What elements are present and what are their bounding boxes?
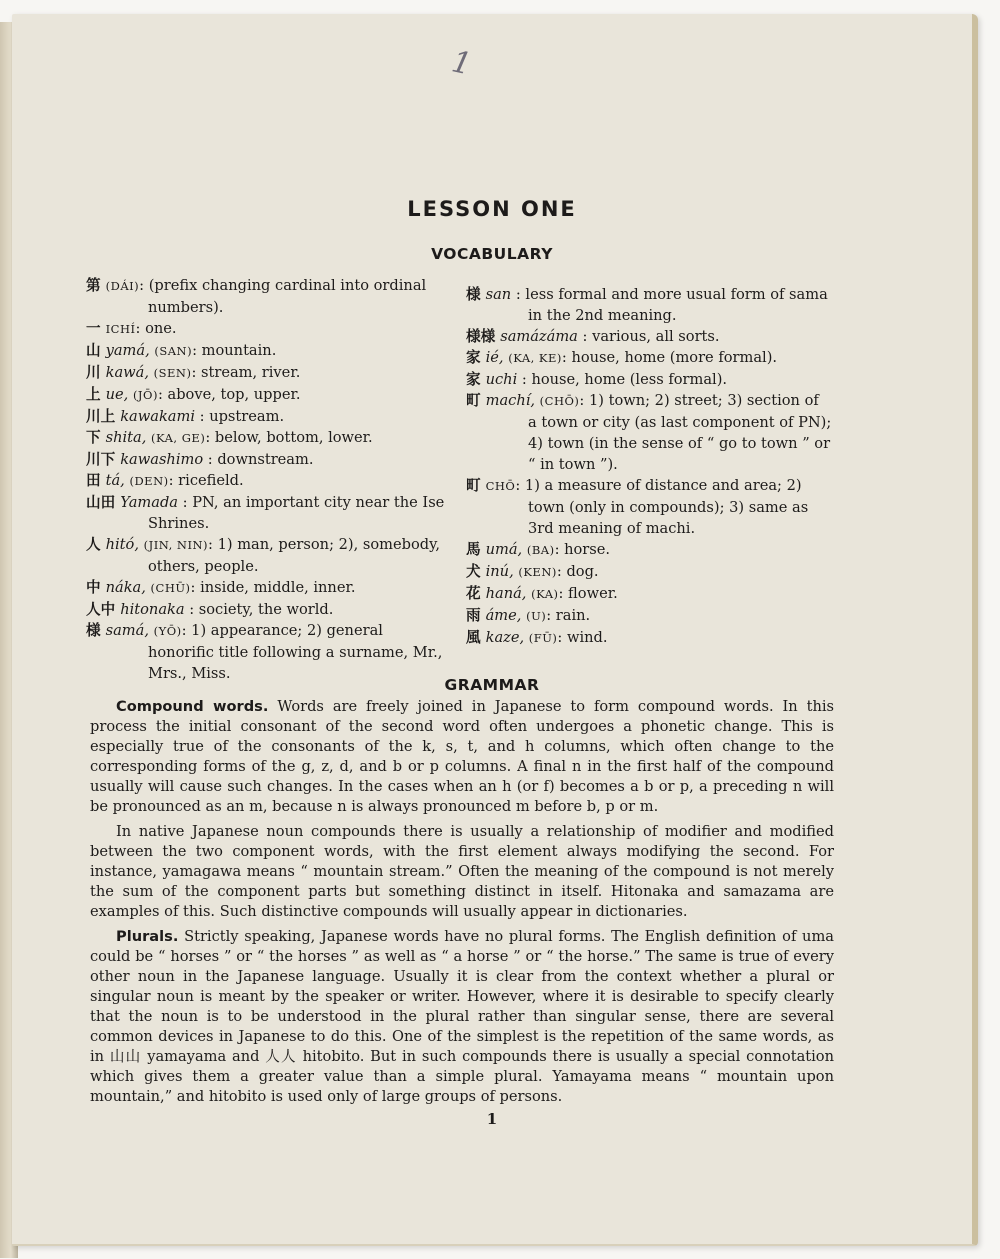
vocab-entry (86, 470, 450, 492)
vocab-word: san (485, 286, 512, 303)
vocab-kanji: 田 (86, 472, 101, 489)
vocab-definition: : house, home (less formal). (521, 371, 728, 388)
vocab-kanji: 町 (466, 477, 481, 494)
vocab-entry (86, 340, 450, 362)
vocab-entry (86, 620, 450, 684)
vocab-reading: (JIN, NIN) (143, 538, 209, 552)
grammar-paragraph-lead: Compound words. (116, 698, 269, 715)
vocab-definition: : upstream. (199, 408, 285, 425)
handwritten-page-mark: 1 (448, 44, 475, 83)
page-number: 1 (486, 1110, 498, 1128)
vocab-word: umá, (485, 541, 523, 558)
vocab-kanji: 川 (86, 364, 101, 381)
vocab-definition: : above, top, upper. (157, 386, 301, 403)
vocab-word: yamá, (105, 342, 150, 359)
vocab-kanji: 上 (86, 386, 101, 403)
vocab-kanji: 様 (86, 622, 101, 639)
vocab-reading: (BA) (526, 543, 555, 557)
vocab-entry (86, 427, 450, 449)
vocab-kanji: 様 (466, 286, 481, 303)
vocab-reading: (DÁI) (105, 279, 140, 293)
vocab-word: hitonaka (120, 601, 185, 618)
vocab-word: shita, (105, 429, 147, 446)
vocab-kanji: 様様 (466, 328, 496, 345)
vocab-kanji: 川下 (86, 451, 116, 468)
vocab-definition: : 1) a measure of distance and area; 2) town (only in compounds); 3) same as 3rd meaning of machi. (515, 477, 809, 537)
vocab-entry (86, 599, 450, 620)
vocab-definition: : mountain. (192, 342, 277, 359)
vocab-word: áme, (485, 607, 522, 624)
vocab-kanji: 川上 (86, 408, 116, 425)
vocab-word: samá, (105, 622, 149, 639)
vocab-entry (466, 475, 832, 539)
vocab-definition: : ricefield. (168, 472, 244, 489)
grammar-paragraph-lead: Plurals. (116, 928, 179, 945)
vocab-entry (86, 362, 450, 384)
vocab-definition: : downstream. (207, 451, 314, 468)
vocab-entry (86, 318, 450, 340)
vocab-definition: : dog. (556, 563, 599, 580)
vocab-word: samázáma (500, 328, 578, 345)
vocab-reading: (KA, GE) (151, 431, 206, 445)
vocab-reading: (DEN) (129, 474, 169, 488)
vocabulary-column-left (86, 275, 450, 684)
vocab-reading: (YŌ) (153, 624, 182, 638)
vocab-word: kawá, (105, 364, 149, 381)
vocab-reading: (FŪ) (528, 631, 558, 645)
vocabulary-heading: VOCABULARY (431, 245, 553, 263)
vocab-kanji: 犬 (466, 563, 481, 580)
vocab-reading: (KA) (531, 587, 559, 601)
vocab-definition: : less formal and more usual form of sama in the 2nd meaning. (515, 286, 828, 324)
vocab-definition: : 1) town; 2) street; 3) section of a town or city (as last component of PN); 4) town (in the sense of “ go to town ” or “ in town ”). (528, 392, 832, 473)
grammar-section (90, 697, 834, 1112)
vocab-entry (86, 406, 450, 427)
vocab-reading: (KEN) (518, 565, 557, 579)
vocab-kanji: 人中 (86, 601, 116, 618)
vocab-definition: : (prefix changing cardinal into ordinal numbers). (139, 277, 427, 316)
vocab-definition: : various, all sorts. (582, 328, 720, 345)
vocab-entry (466, 347, 832, 369)
vocab-kanji: 家 (466, 371, 481, 388)
vocab-word: machí, (485, 392, 536, 409)
vocab-entry (86, 534, 450, 577)
vocab-kanji: 山田 (86, 494, 116, 511)
vocab-definition: : house, home (more formal). (561, 349, 778, 366)
vocab-word: inú, (485, 563, 514, 580)
vocab-kanji: 中 (86, 579, 101, 596)
vocab-entry (466, 605, 832, 627)
vocab-entry (466, 326, 832, 347)
vocab-kanji: 家 (466, 349, 481, 366)
vocab-entry (466, 369, 832, 390)
vocab-reading: (KA, KE) (508, 351, 562, 365)
grammar-paragraph-text: In native Japanese noun compounds there is usually a relationship of modifier and modified between the two component words, with the first element always modifying the second. For instance, yamagawa means “ mountain stream.” Often the meaning of the compound is not merely the sum of the component parts but something distinct in itself. Hitonaka and samazama are examples of this. Such distinctive compounds will usually appear in dictionaries. (90, 823, 834, 920)
vocab-definition: : 1) appearance; 2) general honorific title following a surname, Mr., Mrs., Miss. (148, 622, 443, 682)
vocab-kanji: 山 (86, 342, 101, 359)
vocab-entry (466, 284, 832, 326)
vocab-word: ue, (105, 386, 129, 403)
vocab-reading: ICHÍ (105, 322, 136, 336)
grammar-heading: GRAMMAR (444, 676, 540, 694)
vocab-reading: (CHŪ) (150, 581, 191, 595)
grammar-paragraph-text: Words are freely joined in Japanese to form compound words. In this process the initial consonant of the second word often undergoes a phonetic change. This is especially true of the consonants of the k, s, t, and h columns, which often change to the corresponding forms of the g, z, d, and b or p columns. A final n in the first half of the compound usually will cause such changes. In the cases when an h (or f) becomes a b or p, a preceding n will be pronounced as an m, because n is always pronounced m before b, p or m. (90, 698, 835, 815)
vocab-kanji: 雨 (466, 607, 481, 624)
vocab-definition: : PN, an important city near the Ise Shrines. (148, 494, 445, 532)
vocab-definition: : stream, river. (191, 364, 301, 381)
vocab-entry (86, 449, 450, 470)
vocab-reading: (SEN) (153, 366, 192, 380)
vocab-definition: : society, the world. (189, 601, 334, 618)
lesson-title: LESSON ONE (407, 197, 577, 221)
vocab-word: haná, (485, 585, 527, 602)
vocab-definition: : one. (135, 320, 177, 337)
vocab-definition: : 1) man, person; 2), somebody, others, people. (148, 536, 441, 575)
vocab-word: náka, (105, 579, 146, 596)
vocab-kanji: 花 (466, 585, 481, 602)
vocab-word: tá, (105, 472, 125, 489)
vocab-word: ié, (485, 349, 504, 366)
grammar-paragraph (90, 822, 834, 922)
grammar-paragraph-text: Strictly speaking, Japanese words have no plural forms. The English definition of uma could be “ horses ” or “ the horses ” as well as “ a horse ” or “ the horse.” The same is true of every other noun in the Japanese language. Usually it is clear from the context whether a plural or singular noun is meant by the speaker or writer. However, where it is desirable to specify clearly that the noun is to be understood in the plural rather than singular sense, there are several common devices in Japanese to do this. One of the simplest is the repetition of the same words, as in 山山 yamayama and 人人 hitobito. But in such compounds there is usually a special connotation which gives them a greater value than a simple plural. Yamayama means “ mountain upon mountain,” and hitobito is used only of large groups of persons. (90, 928, 834, 1105)
vocabulary-column-right (466, 284, 832, 649)
vocab-definition: : wind. (557, 629, 608, 646)
book-page (12, 14, 978, 1246)
vocab-entry (466, 627, 832, 649)
grammar-paragraph (90, 697, 834, 817)
vocab-word: kaze, (485, 629, 525, 646)
vocab-definition: : inside, middle, inner. (190, 579, 356, 596)
vocab-word: uchi (485, 371, 518, 388)
vocab-entry (466, 390, 832, 475)
vocab-definition: : flower. (558, 585, 618, 602)
vocab-kanji: 第 (86, 277, 101, 294)
vocab-kanji: 下 (86, 429, 101, 446)
vocab-word: kawashimo (120, 451, 204, 468)
vocab-kanji: 風 (466, 629, 481, 646)
vocab-reading: (CHŌ) (539, 394, 580, 408)
vocab-entry (86, 492, 450, 534)
vocab-word: hitó, (105, 536, 139, 553)
vocab-entry (466, 561, 832, 583)
vocab-entry (466, 583, 832, 605)
vocab-kanji: 人 (86, 536, 101, 553)
vocab-kanji: 一 (86, 320, 101, 337)
vocab-reading: (SAN) (154, 344, 193, 358)
vocab-reading: CHŌ (485, 479, 516, 493)
vocab-reading: (U) (526, 609, 547, 623)
vocab-entry (86, 384, 450, 406)
vocab-definition: : horse. (554, 541, 611, 558)
grammar-paragraph (90, 927, 834, 1107)
vocab-reading: (JŌ) (132, 388, 158, 402)
vocab-definition: : rain. (546, 607, 591, 624)
vocab-definition: : below, bottom, lower. (205, 429, 373, 446)
vocab-word: Yamada (120, 494, 178, 511)
vocab-word: kawakami (120, 408, 195, 425)
vocab-entry (466, 539, 832, 561)
vocab-kanji: 町 (466, 392, 481, 409)
vocab-entry (86, 577, 450, 599)
vocab-entry (86, 275, 450, 318)
vocab-kanji: 馬 (466, 541, 481, 558)
